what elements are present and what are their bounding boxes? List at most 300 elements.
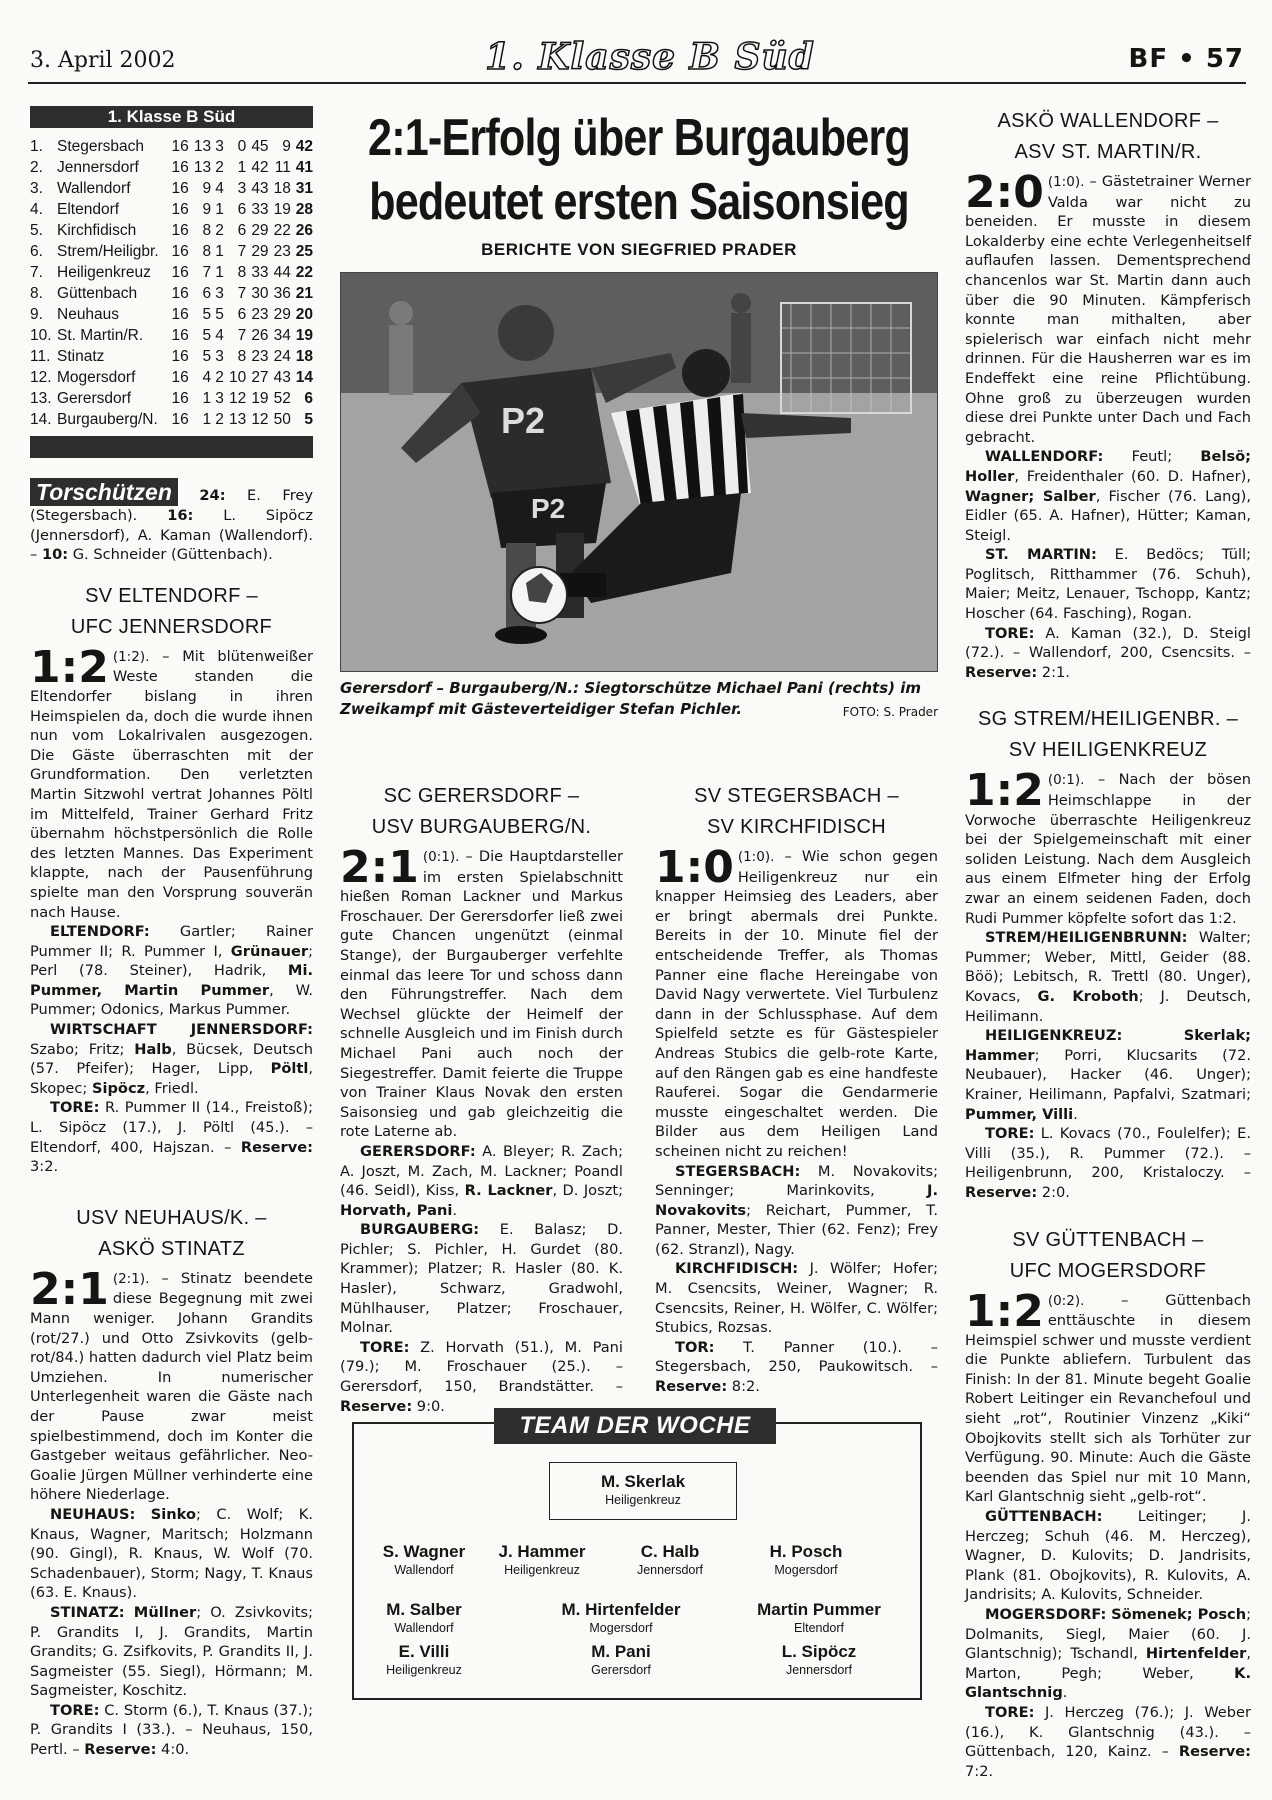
goals-label: TORE: [985,1703,1035,1721]
table-cell-draws: 1 [215,200,224,218]
lineup-bold: Skerlak; Hammer [965,1027,1251,1064]
table-cell-draws: 2 [215,368,224,386]
table-cell-points: 28 [295,200,313,218]
scorers-title: Torschützen [30,478,178,506]
lineup-bold: Horvath, Pani [340,1201,453,1219]
player [729,1600,909,1636]
match-title-1: SV STEGERSBACH – [694,785,899,807]
table-footer-bar [30,436,313,458]
table-row [30,346,313,367]
table-cell-goals-against: 50 [273,410,291,428]
match-title-2: SV HEILIGENKREUZ [1008,739,1208,762]
table-cell-games: 16 [171,242,189,260]
lineup-text: Feutl; [1103,448,1201,466]
table-cell-games: 16 [171,263,189,281]
lineup-label: GÜTTENBACH: [985,1508,1103,1526]
player-name: J. Hammer [498,1542,586,1561]
table-cell-goals-against: 52 [273,389,291,407]
table-cell-losses: 8 [237,263,247,281]
table-cell-losses: 6 [237,305,247,323]
match-title-2: UFC MOGERSDORF [1009,1259,1207,1282]
lineup-bold: Pummer, Villi [965,1105,1074,1123]
table-cell-wins: 9 [202,200,212,218]
player [739,1642,899,1678]
player-name: M. Skerlak [600,1472,686,1491]
table-cell-rank: 4. [30,200,43,218]
lineup-text: , D. Joszt; [552,1182,623,1200]
match-eltendorf [30,581,313,1177]
match-score: 1:2 [30,641,109,693]
table-cell-wins: 13 [193,158,212,176]
lineup-bold: Sömenek; Posch [1111,1606,1247,1623]
team-of-the-week [352,1412,922,1700]
table-cell-wins: 13 [193,137,212,155]
table-cell-goals-against: 18 [273,179,291,197]
table-cell-games: 16 [171,221,189,239]
table-cell-wins: 9 [202,179,212,197]
table-cell-games: 16 [171,347,189,365]
left-column [30,106,313,1760]
match-score: 1:2 [965,765,1044,817]
match-title-1: SG STREM/HEILIGENBR. – [978,708,1238,731]
lineup-label: ELTENDORF: [50,923,150,941]
lineup-text: ; Perl (78. Steiner), Hadrik, [30,942,313,980]
lineup-label: STEGERSBACH: [675,1162,801,1180]
table-cell-games: 16 [171,179,189,197]
match-score: 1:2 [965,1285,1044,1337]
table-cell-points: 31 [295,179,313,197]
lineup-text: A. Bleyer; R. Zach; A. Joszt, M. Zach, M. Lackner; Poandl (46. Seidl), Kiss, [340,1142,623,1200]
lineup-text: M. Novakovits; Senninger; Marinkovits, [655,1162,938,1200]
reserve-label: Reserve: [84,1741,157,1759]
reserve-score: 2:1. [1037,663,1070,681]
lineup-text: ; Reichart, Pummer, T. Panner, Mester, Thier (62. Fenz); Frey (62. Stranzl), Nagy. [655,1201,938,1258]
match-photo-illustration [341,273,938,672]
lineup-label: STINATZ: [50,1603,125,1621]
table-cell-losses: 7 [237,326,247,344]
player-club: Heiligenkreuz [605,1493,681,1507]
halftime-score: (2:1). [112,1270,150,1287]
table-cell-draws: 4 [215,326,224,344]
match-score: 2:1 [30,1263,109,1315]
lineup-bold: Mi. Pummer, Martin Pummer [30,962,313,999]
table-cell-team: Stinatz [57,347,105,365]
table-cell-wins: 8 [202,242,212,260]
lineup-bold: G. Kroboth [1037,987,1139,1005]
lineup-text: . [452,1201,457,1219]
lineup-label: KIRCHFIDISCH: [675,1260,799,1278]
table-cell-goals-for: 23 [251,305,269,323]
table-cell-rank: 8. [30,284,43,302]
player-club: Heiligenkreuz [504,1563,580,1577]
player-name: H. Posch [769,1542,843,1561]
lineup-text: ; Dolmanits, Siegl, Maier (60. J. Glantschnig); Tschandl, [965,1606,1252,1663]
lineup-label: NEUHAUS: [50,1505,136,1523]
table-row [30,283,313,304]
lineup-text: ; J. Deutsch, Heilimann. [965,987,1251,1025]
lineup-bold: Sipöcz [91,1079,146,1097]
table-cell-draws: 3 [215,347,224,365]
table-cell-goals-for: 23 [251,347,269,365]
table-cell-points: 20 [295,305,313,323]
table-cell-wins: 4 [202,368,212,386]
match-guettenbach [965,1225,1251,1782]
table-cell-team: St. Martin/R. [57,326,144,344]
match-photo [340,272,938,672]
table-cell-losses: 10 [228,368,247,386]
player-goalkeeper [563,1472,723,1508]
table-cell-points: 41 [295,158,313,176]
table-cell-goals-against: 19 [273,200,291,218]
lineup-text: ; C. Wolf; K. Knaus, Wagner, Maritsch; Holzmann (90. Gingl), R. Knaus, W. Wolf (70. Schadenbauer), Storm; Nagy, T. Knaus (63. E. Knaus). [30,1505,314,1602]
table-cell-team: Kirchfidisch [57,221,137,239]
scorers-goals-2: 16: [167,507,194,524]
table-cell-points: 14 [295,368,313,386]
match-title-1: SV ELTENDORF – [85,584,258,607]
match-report: – Die Hauptdarsteller im ersten Spielabschnitt hießen Roman Lackner und Markus Froschauer. Der Gerersdorfer ließ zwei gute Chancen ungenützt (einmal Stange), der Burgauberger verfehlte einmal das leere Tor und schoss dann den Führungstreffer. Nach dem Wechsel glückte der Heimelf der schnelle Ausgleich und im Finish durch Michael Pani auch noch der Siegestreffer. Damit feierte die Truppe von Trainer Klaus Novak den ersten Saisonsieg und gab gleichzeitig die rote Laterne ab. [340,848,623,1141]
match-title-2: USV BURGAUBERG/N. [371,816,592,838]
table-cell-goals-for: 29 [251,242,269,260]
table-cell-points: 5 [304,410,313,428]
player-name: M. Salber [386,1600,462,1619]
table-cell-points: 26 [295,221,313,239]
table-cell-losses: 8 [237,347,247,365]
lineup-bold: Belsö; Holler [965,448,1251,485]
lineup-text: , Skopec; [30,1060,313,1097]
goals-text: Z. Horvath (51.), M. Pani (79.); M. Froschauer (25.). – Gerersdorf, 150, Brandstätter. – [340,1338,623,1396]
table-cell-points: 18 [295,347,313,365]
reserve-label: Reserve: [1178,1743,1251,1761]
lineup-bold: K. Glantschnig [965,1664,1251,1702]
lineup-text: Gartler; Rainer Pummer II; R. Pummer I, [30,923,313,960]
lineup-text: J. Wölfer; Hofer; M. Csencsits, Weiner, Wagner; R. Csencsits, Reiner, H. Wölfer, C. Wölfer; Stubics, Rozsas. [655,1260,938,1337]
table-cell-team: Heiligenkreuz [57,263,151,281]
table-cell-goals-against: 44 [273,263,291,281]
table-cell-wins: 7 [202,263,212,281]
lineup-text: Walter; Pummer; Weber, Mittl, Geider (88. Böö); Lebitsch, R. Trettl (80. Unger), Kovacs, [965,929,1251,1005]
table-cell-team: Neuhaus [57,305,120,323]
lineup-bold: R. Lackner [464,1182,553,1200]
center-column [340,106,938,1415]
table-cell-rank: 6. [30,242,43,260]
team-of-the-week-title: TEAM DER WOCHE [494,1408,776,1444]
player-club: Mogersdorf [589,1621,653,1635]
header-rule [28,82,1246,84]
table-row [30,241,313,262]
lineup-bold: J. Novakovits [655,1182,938,1219]
scorers-text-2: L. Sipöcz (Jennersdorf), A. Kaman (Wallendorf). – [30,507,314,564]
table-cell-goals-against: 22 [273,221,291,239]
match-report: – Mit blütenweißer Weste standen die Eltendorfer bislang in ihren Heimspielen da, doch die wurde ihnen nun vom Lokalrivalen ausgezogen. Die Gäste überraschten mit der Grundformation. Den verletzten Martin Sitzwohl vertrat Johannes Pöltl im Mittelfeld, Trainer Gerhard Fritz übernahm höchstpersönlich die Rolle des letzten Mannes. Das Experiment klappte, nach der Pausenführung spielte man den Vorsprung souverän nach Hause. [30,647,313,921]
table-cell-goals-against: 34 [273,326,291,344]
lineup-text: . [1073,1105,1078,1123]
reserve-score: 4:0. [156,1741,190,1759]
table-cell-goals-for: 43 [251,179,269,197]
lineup-text: , Friedl. [145,1079,199,1097]
reserve-score: 2:0. [1037,1183,1070,1201]
table-cell-rank: 5. [30,221,43,239]
lineup-text: , Fischer (76. Lang), Eidler (65. A. Hafner), Hütter; Kaman, Steigl. [965,487,1251,544]
byline: BERICHTE VON SIEGFRIED PRADER [481,240,797,259]
lineup-text: ; O. Zsivkovits; P. Grandits I, J. Grandits, Martin Grandits; G. Zsifkovits, P. Grandits II, J. Sagmeister (55. Siegl), Hörmann; M. Sagmeister, Koschitz. [30,1603,313,1700]
player-name: M. Pani [591,1642,651,1661]
match-strem [965,704,1251,1202]
table-cell-draws: 3 [215,284,224,302]
standings-table [30,136,313,430]
table-cell-draws: 5 [215,305,224,323]
lineup-text: , Bücsek, Deutsch (57. Pfeifer); Hager, Lipp, [30,1040,313,1078]
reserve-label: Reserve: [240,1138,313,1156]
reserve-score: 7:2. [965,1762,994,1780]
halftime-score: (1:0). [737,849,775,865]
table-cell-games: 16 [171,326,189,344]
goals-label: TORE: [50,1099,100,1117]
table-cell-draws: 2 [215,221,224,239]
match-gerersdorf [340,781,623,1416]
lineup-text: Leitinger; J. Herczeg; Schuh (46. M. Herczeg), Wagner, D. Kulovits; D. Jandrisits, Plank (81. Obojkovits), R. Kulovits, A. Jandrisits; A. Kulovits, Schneider. [965,1508,1251,1604]
match-title-2: SV KIRCHFIDISCH [707,816,886,838]
match-wallendorf [965,106,1251,682]
player [344,1600,504,1636]
table-cell-goals-against: 36 [273,284,291,302]
table-cell-team: Strem/Heiligbr. [57,242,159,260]
table-cell-wins: 5 [202,305,212,323]
lineup-bold: Sinko [150,1505,197,1523]
table-cell-losses: 6 [237,221,247,239]
table-cell-goals-for: 19 [251,389,269,407]
lineup-bold: Halb [134,1040,172,1058]
table-cell-losses: 6 [237,200,247,218]
shirt-number-1: P2 [501,400,546,441]
table-cell-team: Stegersbach [57,137,145,155]
table-cell-wins: 5 [202,326,212,344]
table-cell-goals-for: 33 [251,263,269,281]
player-name: L. Sipöcz [781,1642,857,1661]
table-cell-goals-for: 12 [251,410,269,428]
reserve-score: 8:2. [727,1378,760,1396]
lineup-label: HEILIGENKREUZ: [985,1027,1123,1045]
table-cell-goals-for: 30 [251,284,269,302]
player-name: E. Villi [398,1642,450,1661]
table-cell-rank: 9. [30,305,43,323]
table-cell-rank: 1. [30,137,43,155]
table-cell-games: 16 [171,158,189,176]
table-cell-games: 16 [171,200,189,218]
table-row [30,409,313,430]
table-cell-goals-against: 43 [273,368,291,386]
table-cell-goals-for: 27 [251,368,269,386]
table-cell-games: 16 [171,137,189,155]
goals-text: C. Storm (6.), T. Knaus (37.); P. Grandits I (33.). – Neuhaus, 150, Pertl. – [30,1701,313,1759]
section-title: 1. Klasse B Süd [485,36,815,78]
table-cell-games: 16 [171,368,189,386]
table-cell-rank: 13. [30,389,52,407]
match-title-2: UFC JENNERSDORF [70,615,273,638]
match-title-1: USV NEUHAUS/K. – [76,1206,267,1229]
table-cell-draws: 4 [215,179,224,197]
match-score: 1:0 [655,842,734,893]
lineup-text: ; Porri, Klucsarits (72. Neubauer), Hacker (46. Unger); Krainer, Heilimann, Papfalvi, Szatmari; [965,1046,1251,1103]
lineup-text: , Freidenthaler (60. D. Hafner), [1014,467,1251,485]
match-title-1: ASKÖ WALLENDORF – [997,110,1219,132]
player-name: S. Wagner [382,1542,466,1561]
match-report: – Güttenbach enttäuschte in diesem Heimspiel schwer und musste verdient die Punkte abliefern. Turbulent das Finish: In der 81. Minute begeht Goalie Robert Leitinger ein Revanchefoul und sieht „rot“, Routinier Vinzenz „Kiki“ Obojkovits stellt sich als Torhüter zur Verfügung. 90. Minute: Auch die Gäste beenden das Spiel nur mit 10 Mann, Karl Glantschnig sieht „gelb-rot“. [965,1291,1251,1506]
table-cell-games: 16 [171,284,189,302]
table-cell-goals-for: 29 [251,221,269,239]
lineup-text: , W. Pummer; Odonics, Markus Pummer. [30,981,313,1019]
table-cell-points: 22 [295,263,313,281]
table-cell-draws: 1 [215,263,224,281]
player [344,1642,504,1678]
table-row [30,136,313,157]
reserve-label: Reserve: [340,1397,413,1415]
player-club: Heiligenkreuz [386,1663,462,1677]
table-cell-rank: 10. [30,326,52,344]
scorers-block [30,478,313,565]
table-cell-team: Güttenbach [57,284,138,302]
lineup-label: WIRTSCHAFT JENNERSDORF: [50,1021,313,1039]
player-club: Jennersdorf [785,1663,852,1677]
headline [340,106,938,234]
table-cell-losses: 13 [228,410,247,428]
lineup-label: STREM/HEILIGENBRUNN: [985,929,1188,947]
table-cell-points: 6 [304,389,313,407]
table-cell-draws: 3 [215,137,224,155]
table-cell-goals-for: 45 [251,137,269,155]
match-report: – Gästetrainer Werner Valda war nicht zu beneiden. Er musste in diesem Lokalderby eine echte Verlegenheitself auflaufen lassen. Dementsprechend chancenlos war St. Martin dann auch über die 90 Minuten. Kämpferisch konnte man mithalten, aber spielerisch war einfach nicht mehr drinnen. Für die Hausherren war es im Endeffekt eine reine Pflichtübung. Ohne groß zu überzeugen wurden diese drei Punkte unter Dach und Fach gebracht. [965,173,1251,446]
player-club: Eltendorf [793,1621,845,1635]
reserve-score: 9:0. [412,1397,445,1415]
halftime-score: (1:0). [1047,174,1085,190]
match-stegersbach [655,781,938,1397]
table-cell-team: Burgauberg/N. [57,410,158,428]
table-row [30,388,313,409]
lineup-bold: Grünauer [230,942,309,960]
lineup-label: BURGAUBERG: [360,1221,480,1239]
table-cell-losses: 1 [237,158,247,176]
table-row [30,157,313,178]
table-cell-draws: 1 [215,242,224,260]
player [726,1542,886,1578]
table-cell-rank: 12. [30,368,52,386]
player-name: C. Halb [640,1542,700,1561]
scorers-goals-3: 10: [41,546,69,564]
player-club: Mogersdorf [774,1563,838,1577]
halftime-score: (1:2). [112,648,150,665]
lineup-label: WALLENDORF: [985,448,1104,466]
match-report: – Stinatz beendete diese Begegnung mit zwei Mann weniger. Johann Grandits (rot/27.) und Otto Zsivkovits (gelb-rot/84.) hatten dadurch viel Platz beim Umziehen. In numerischer Unterlegenheit waren die Gäste nach der Pause zwar meist spielbestimmend, doch im Konter die Gastgeber weitaus gefährlicher. Neo-Goalie Jürgen Müllner verhinderte eine höhere Niederlage. [30,1269,313,1504]
lineup-label: GERERSDORF: [360,1142,476,1160]
scorers-goals-1: 24: [199,487,226,504]
table-cell-team: Wallendorf [57,179,131,197]
reserve-label: Reserve: [965,663,1038,681]
lineup-bold: Müllner [133,1603,197,1621]
table-cell-wins: 5 [202,347,212,365]
lineup-label: MOGERSDORF: [985,1606,1107,1623]
table-cell-team: Gerersdorf [57,389,132,407]
table-cell-team: Mogersdorf [57,368,136,386]
halftime-score: (0:2). [1047,1292,1085,1309]
scorers-text-3: G. Schneider (Güttenbach). [68,546,273,564]
match-score: 2:1 [340,842,419,893]
match-title-1: SV GÜTTENBACH – [1012,1228,1204,1251]
reserve-label: Reserve: [965,1183,1038,1201]
goals-label: TORE: [50,1701,100,1719]
table-cell-wins: 8 [202,221,212,239]
table-cell-wins: 1 [202,410,212,428]
photo-credit: FOTO: S. Prader [842,705,938,719]
table-row [30,220,313,241]
table-cell-games: 16 [171,410,189,428]
player-club: Wallendorf [394,1563,454,1577]
halftime-score: (0:1). [422,849,460,865]
lineup-bold: Wagner; Salber [965,487,1096,505]
lineup-text: . [1062,1684,1068,1702]
lineup-text: , Marton, Pegh; Weber, [965,1645,1251,1682]
goals-label: TOR: [675,1338,715,1356]
lineup-text: E. Balasz; D. Pichler; S. Pichler, H. Gurdet (80. Krammer); Platzer; R. Hasler (80. K. Hasler), Schwarz, Gradwohl, Mühlhauser, Platzer; Froschauer, Molnar. [340,1221,623,1337]
table-cell-games: 16 [171,389,189,407]
page-number: BF • 57 [1128,44,1244,74]
table-cell-losses: 7 [237,284,247,302]
match-title-2: ASV ST. MARTIN/R. [1014,141,1202,163]
table-cell-losses: 12 [228,389,247,407]
table-cell-rank: 2. [30,158,43,176]
table-cell-games: 16 [171,305,189,323]
lineup-bold: Hirtenfelder [1145,1645,1247,1663]
table-cell-draws: 2 [215,410,224,428]
table-cell-draws: 2 [215,158,224,176]
table-row [30,304,313,325]
halftime-score: (0:1). [1047,772,1085,789]
match-neuhaus [30,1203,313,1760]
table-cell-wins: 6 [202,284,212,302]
caption-text: Gerersdorf – Burgauberg/N.: Siegtorschütze Michael Pani (rechts) im Zweikampf mit Gästeverteidiger Stefan Pichler. [340,679,921,718]
table-cell-points: 19 [295,326,313,344]
player-club: Gerersdorf [591,1663,651,1677]
table-cell-rank: 11. [30,347,51,365]
table-cell-team: Eltendorf [57,200,120,218]
scorers-text-1: E. Frey (Stegersbach). [30,487,314,524]
table-cell-goals-against: 11 [274,158,291,176]
table-cell-goals-for: 42 [251,158,269,176]
lineup-label: ST. MARTIN: [985,546,1097,564]
table-cell-goals-against: 24 [273,347,291,365]
match-report: – Nach der bösen Heimschlappe in der Vorwoche überraschte Heiligenkreuz bei der Spielgemeinschaft mit einer soliden Leistung. Nach dem Ausgleich aus einem Elfmeter hing der Erfolg zwar an einem seidenen Faden, doch Rudi Pummer köpfelte sofort das 1:2. [965,771,1251,927]
issue-date: 3. April 2002 [30,48,176,73]
table-cell-goals-against: 9 [282,137,291,155]
goals-label: TORE: [985,624,1035,642]
goals-text: T. Panner (10.). – Stegersbach, 250, Paukowitsch. – [655,1338,938,1376]
table-cell-losses: 7 [237,242,247,260]
table-cell-losses: 3 [237,179,247,197]
table-cell-goals-against: 23 [273,242,291,260]
match-title-2: ASKÖ STINATZ [98,1237,245,1260]
headline-line-1: 2:1-Erfolg über Burgauberg [368,109,910,167]
table-title: 1. Klasse B Süd [30,106,313,128]
table-cell-wins: 1 [202,389,212,407]
player-name: Martin Pummer [757,1600,881,1619]
player-club: Wallendorf [394,1621,454,1635]
lineup-bold: Pöltl [270,1060,309,1078]
shirt-number-2: P2 [531,493,566,524]
table-row [30,325,313,346]
headline-line-2: bedeutet ersten Saisonsieg [369,173,909,231]
table-cell-team: Jennersdorf [57,158,139,176]
lineup-text: Szabo; Fritz; [30,1040,135,1058]
right-column [965,106,1251,1781]
table-cell-rank: 7. [30,263,43,281]
